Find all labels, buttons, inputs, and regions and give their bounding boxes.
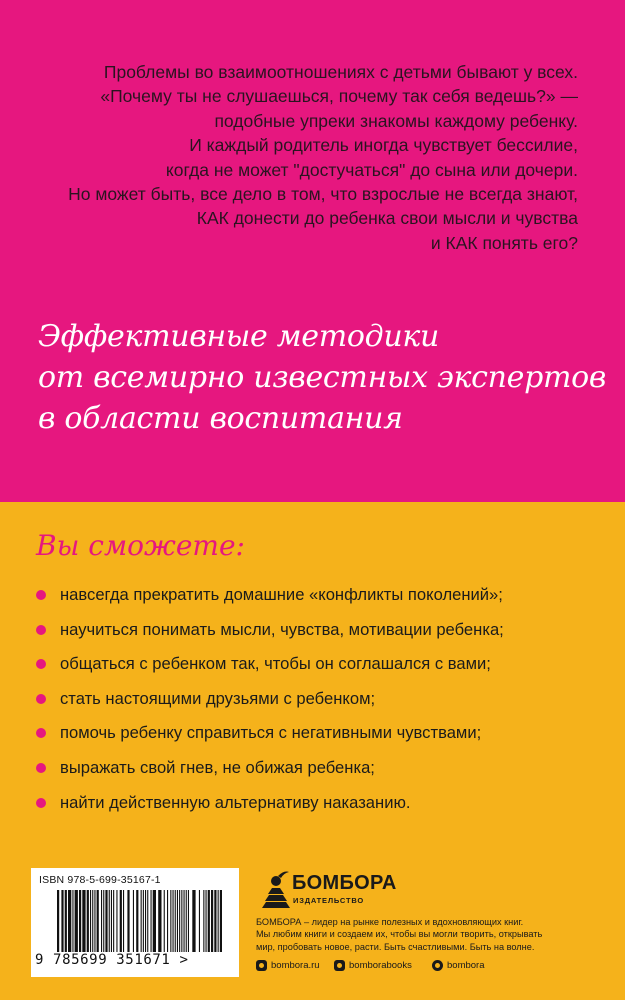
publisher-subtitle: ИЗДАТЕЛЬСТВО bbox=[293, 896, 364, 905]
headline-line: Эффективные методики bbox=[38, 319, 440, 354]
publisher-logo bbox=[256, 868, 596, 914]
intro-paragraph bbox=[40, 60, 578, 255]
telegram-icon bbox=[432, 960, 443, 971]
intro-line: КАК донести до ребенка свои мысли и чувства bbox=[196, 208, 578, 229]
bullet-icon bbox=[36, 659, 46, 669]
barcode-bar bbox=[218, 890, 219, 952]
barcode-bar bbox=[167, 890, 168, 952]
barcode-bar bbox=[133, 890, 134, 952]
headline-line: от всемирно известных экспертов bbox=[38, 360, 607, 395]
instagram-icon bbox=[256, 960, 267, 971]
barcode-bar bbox=[184, 890, 185, 952]
description-line: Мы любим книги и создаем их, чтобы вы могли творить, открывать bbox=[256, 929, 543, 940]
barcode-bar bbox=[90, 890, 91, 952]
barcode-bar bbox=[188, 890, 189, 952]
bullet-icon bbox=[36, 694, 46, 704]
benefits-list bbox=[36, 578, 596, 820]
barcode-bar bbox=[97, 890, 99, 952]
list-item-text: общаться с ребенком так, чтобы он соглашался с вами; bbox=[60, 654, 491, 674]
list-item-text: научиться понимать мысли, чувства, мотивации ребенка; bbox=[60, 619, 504, 639]
barcode-block bbox=[31, 868, 239, 977]
barcode-bar bbox=[141, 890, 142, 952]
list-item bbox=[36, 751, 596, 786]
barcode-bar bbox=[68, 890, 71, 952]
intro-line: когда не может "достучаться" до сына или дочери. bbox=[165, 159, 578, 180]
barcode-bar bbox=[94, 890, 95, 952]
list-item bbox=[36, 786, 596, 821]
list-item-text: найти действенную альтернативу наказанию. bbox=[60, 792, 411, 812]
barcode-bar bbox=[199, 890, 200, 952]
barcode-bar bbox=[186, 890, 187, 952]
social-link-telegram[interactable] bbox=[432, 960, 485, 971]
barcode-bar bbox=[72, 890, 73, 952]
barcode-bar bbox=[103, 890, 104, 952]
list-item bbox=[36, 613, 596, 648]
publisher-description bbox=[256, 916, 601, 953]
barcode-bar bbox=[151, 890, 152, 952]
barcode-bar bbox=[164, 890, 165, 952]
social-link-instagram[interactable] bbox=[256, 960, 320, 971]
barcode-bar bbox=[109, 890, 110, 952]
barcode-bar bbox=[208, 890, 210, 952]
headline-line: в области воспитания bbox=[38, 401, 403, 436]
list-item-text: навсегда прекратить домашние «конфликты поколений»; bbox=[60, 585, 503, 604]
social-label: bombora.ru bbox=[271, 960, 320, 971]
intro-line: подобные упреки знакомы каждому ребенку. bbox=[214, 110, 578, 131]
barcode-bar bbox=[211, 890, 213, 952]
intro-line: Проблемы во взаимоотношениях с детьми бывают у всех. bbox=[103, 62, 578, 82]
publisher-name: БОМБОРА bbox=[292, 872, 397, 894]
barcode-bar bbox=[158, 890, 161, 952]
barcode-bar bbox=[75, 890, 78, 952]
barcode-bar bbox=[120, 890, 122, 952]
barcode-bar bbox=[175, 890, 176, 952]
list-item bbox=[36, 716, 596, 751]
bombora-logo-icon bbox=[256, 868, 296, 912]
list-item bbox=[36, 578, 596, 613]
barcode-bar bbox=[179, 890, 180, 952]
barcode-bar bbox=[113, 890, 114, 952]
headline bbox=[38, 316, 607, 439]
barcode-bar bbox=[143, 890, 144, 952]
vk-icon bbox=[334, 960, 345, 971]
barcode-bar bbox=[57, 890, 59, 952]
list-item-text: стать настоящими друзьями с ребенком; bbox=[60, 688, 376, 708]
barcode-bar bbox=[147, 890, 148, 952]
barcode-bar bbox=[87, 890, 89, 952]
barcode-bar bbox=[123, 890, 124, 952]
barcode-bar bbox=[177, 890, 178, 952]
barcode-bar bbox=[153, 890, 156, 952]
list-item bbox=[36, 682, 596, 717]
description-line: БОМБОРА – лидер на рынке полезных и вдохновляющих книг. bbox=[256, 917, 524, 927]
barcode-bar bbox=[145, 890, 146, 952]
barcode-bar bbox=[220, 890, 222, 952]
description-line: мир, пробовать новое, расти. Быть счастливыми. Быть на волне. bbox=[256, 941, 535, 952]
barcode-bar bbox=[127, 890, 129, 952]
intro-line: «Почему ты не слушаешься, почему так себя ведешь?» — bbox=[100, 86, 578, 107]
isbn-number: ISBN 978-5-699-35167-1 bbox=[39, 874, 161, 886]
bullet-icon bbox=[36, 763, 46, 773]
benefits-heading: Вы сможете: bbox=[36, 529, 245, 562]
publisher-block bbox=[256, 868, 596, 971]
barcode-bar bbox=[170, 890, 171, 952]
bullet-icon bbox=[36, 798, 46, 808]
barcode-bar bbox=[101, 890, 102, 952]
barcode-bar bbox=[173, 890, 174, 952]
barcode-digits: 9 785699 351671 > bbox=[35, 952, 189, 968]
social-links bbox=[256, 960, 601, 976]
barcode-bar bbox=[136, 890, 138, 952]
bullet-icon bbox=[36, 625, 46, 635]
barcode-bar bbox=[192, 890, 195, 952]
list-item-text: помочь ребенку справиться с негативными чувствами; bbox=[60, 723, 482, 743]
barcode-bar bbox=[181, 890, 182, 952]
intro-line: и КАК понять его? bbox=[430, 232, 578, 253]
barcode-bar bbox=[111, 890, 112, 952]
barcode-bar bbox=[79, 890, 81, 952]
list-item bbox=[36, 647, 596, 682]
barcode-bar bbox=[92, 890, 93, 952]
social-label: bomborabooks bbox=[349, 960, 412, 971]
list-item-text: выражать свой гнев, не обижая ребенка; bbox=[60, 757, 375, 777]
barcode-bar bbox=[65, 890, 67, 952]
social-link-vk[interactable] bbox=[334, 960, 412, 971]
barcode-bar bbox=[61, 890, 63, 952]
barcode-bar bbox=[116, 890, 117, 952]
barcode-bar bbox=[214, 890, 216, 952]
barcode-bar bbox=[203, 890, 204, 952]
barcode-bar bbox=[105, 890, 107, 952]
barcode-icon bbox=[57, 890, 222, 952]
social-label: bombora bbox=[447, 960, 485, 971]
barcode-bar bbox=[82, 890, 85, 952]
bullet-icon bbox=[36, 590, 46, 600]
intro-line: Но может быть, все дело в том, что взрослые не всегда знают, bbox=[68, 184, 578, 205]
barcode-bar bbox=[206, 890, 207, 952]
intro-line: И каждый родитель иногда чувствует бессилие, bbox=[189, 135, 578, 156]
bullet-icon bbox=[36, 728, 46, 738]
